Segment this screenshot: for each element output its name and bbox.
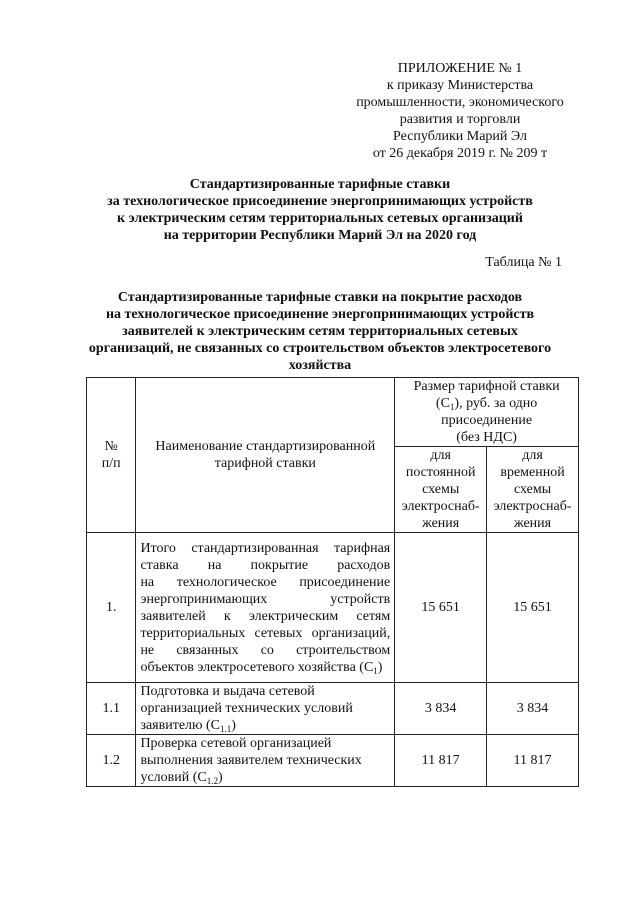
subscript: 1 [449,402,455,412]
row-permanent-value: 15 651 [395,533,487,683]
row-temporary-value: 3 834 [487,683,579,735]
table-row [87,533,579,683]
text-fragment: объектов электросетевого хозяйства (С [140,659,374,675]
header-temporary-label: схемы [513,482,552,497]
annex-line: ПРИЛОЖЕНИЕ № 1 [397,61,523,76]
header-size-label: присоединение [441,413,533,428]
row-name [136,683,395,735]
header-name-label: Наименование стандартизированной [155,439,376,454]
title-line: к электрическим сетям территориальных сетевых организаций [117,211,523,226]
row-name-line: на технологическое присоединение [140,574,391,590]
header-permanent-label: схемы [422,482,460,497]
header-temporary-label: временной [500,465,565,480]
header-permanent-label: электроснаб- [401,499,480,514]
row-num: 1.2 [87,735,136,787]
row-permanent-value: 3 834 [395,683,487,735]
header-name-cell [136,378,395,533]
subtitle-line: Стандартизированные тарифные ставки на покрытие расходов [117,290,523,305]
row-num: 1. [87,533,136,683]
subscript: 1.1 [220,724,232,734]
header-size-cell [395,378,579,447]
subtitle-line: на технологическое присоединение энергопринимающих устройств [105,307,535,322]
row-name-line: Проверка сетевой организацией [140,736,332,751]
header-size-label [399,395,574,412]
annex-line: промышленности, экономического [356,95,564,110]
table-row [87,683,579,735]
row-name-line: заявителей к электрическим сетям [140,608,391,624]
annex-line: от 26 декабря 2019 г. № 209 т [372,146,548,161]
row-name [136,533,395,683]
annex-header [350,60,570,162]
title-line: Стандартизированные тарифные ставки [189,177,451,192]
header-name-label: тарифной ставки [214,456,316,471]
text-fragment: ), руб. за одно [454,396,538,411]
row-temporary-value: 15 651 [487,533,579,683]
row-name-line: организацией технических условий [140,701,353,716]
header-temporary-label: жения [513,516,552,531]
row-name-line [140,717,390,734]
table-title [70,289,570,374]
row-name-line: выполнения заявителем технических [140,753,362,768]
row-name-line [140,769,390,786]
row-name-line [140,659,390,676]
document-title [60,176,580,244]
header-temporary-cell [487,447,579,533]
text-fragment: заявителю (С [140,718,221,733]
text-fragment: (С [435,396,450,411]
header-size-label: (без НДС) [456,430,517,445]
subtitle-line: хозяйства [288,358,352,373]
table-number: Таблица № 1 [485,255,562,270]
row-temporary-value: 11 817 [487,735,579,787]
table-header-row [87,378,579,447]
title-line: за технологическое присоединение энергопринимающих устройств [107,194,533,209]
header-permanent-label: для [430,448,451,463]
row-name-line: энергопринимающих устройств [140,591,391,607]
header-num-label: № [104,439,118,454]
subtitle-line: заявителей к электрическим сетям территориальных сетевых [122,324,518,339]
header-temporary-label: для [522,448,543,463]
text-fragment: условий (С [140,770,207,785]
row-name-line: не связанных со строительством [140,642,391,658]
tariff-table [86,377,579,787]
header-num-label: п/п [101,456,121,471]
table-row [87,735,579,787]
row-name-line: Подготовка и выдача сетевой [140,684,315,699]
header-permanent-label: постоянной [405,465,476,480]
subscript: 1.2 [206,776,218,786]
row-permanent-value: 11 817 [395,735,487,787]
header-permanent-cell [395,447,487,533]
text-fragment: ) [231,718,236,733]
annex-line: к приказу Министерства [386,78,534,93]
subscript: 1 [373,665,378,676]
text-fragment: ) [377,659,383,675]
text-fragment: ) [217,770,223,785]
row-num: 1.1 [87,683,136,735]
row-name [136,735,395,787]
annex-line: развития и торговли [399,112,521,127]
annex-line: Республики Марий Эл [393,129,527,144]
title-line: на территории Республики Марий Эл на 2020 год [163,228,477,243]
row-name-line: Итого стандартизированная тарифная [140,540,391,556]
subtitle-line: организаций, не связанных со строительством объектов электросетевого [88,341,552,356]
header-permanent-label: жения [422,516,460,531]
header-temporary-label: электроснаб- [493,499,572,514]
header-size-label: Размер тарифной ставки [413,379,560,394]
row-name-line: территориальных сетевых организаций, [140,625,391,641]
row-name-line: ставка на покрытие расходов [140,557,391,573]
header-num-cell [87,378,136,533]
